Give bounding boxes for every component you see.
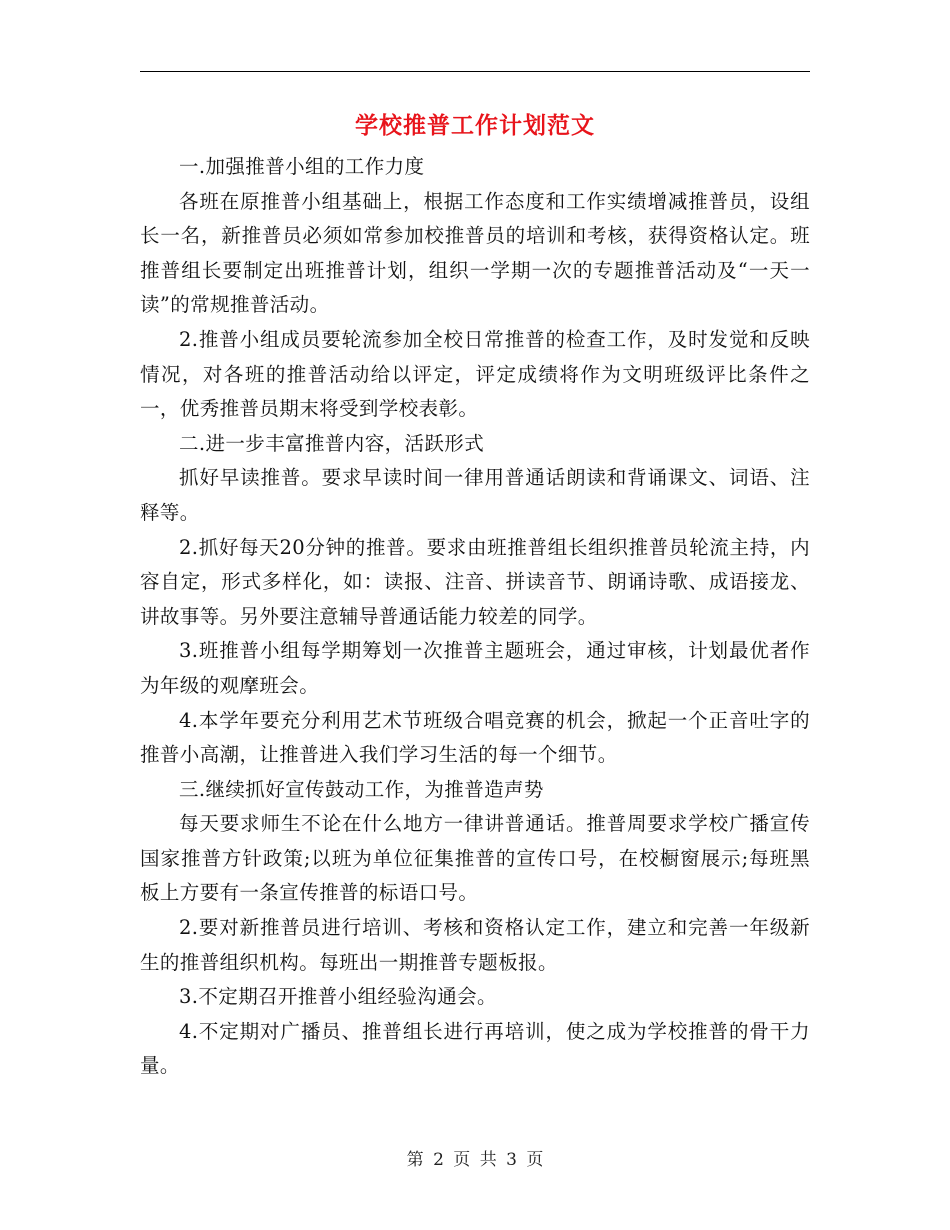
document-body	[140, 150, 810, 1084]
paragraph: 每天要求师生不论在什么地方一律讲普通话。推普周要求学校广播宣传国家推普方针政策;以班为单位征集推普的宣传口号，在校橱窗展示;每班黑板上方要有一条宣传推普的标语口号。	[140, 812, 810, 905]
paragraph: 2.抓好每天20分钟的推普。要求由班推普组长组织推普员轮流主持，内容自定，形式多样化，如：读报、注音、拼读音节、朗诵诗歌、成语接龙、讲故事等。另外要注意辅导普通话能力较差的同学。	[140, 535, 810, 628]
header-rule	[140, 71, 810, 72]
paragraph: 抓好早读推普。要求早读时间一律用普通话朗读和背诵课文、词语、注释等。	[140, 466, 810, 524]
paragraph: 4.本学年要充分利用艺术节班级合唱竞赛的机会，掀起一个正音吐字的推普小高潮，让推普进入我们学习生活的每一个细节。	[140, 708, 810, 767]
section-heading-2: 二.进一步丰富推普内容，活跃形式	[179, 431, 485, 455]
section-heading-3: 三.继续抓好宣传鼓动工作，为推普造声势	[179, 777, 544, 801]
section-heading-1: 一.加强推普小组的工作力度	[179, 155, 425, 178]
paragraph: 2.推普小组成员要轮流参加全校日常推普的检查工作，及时发觉和反映情况，对各班的推普活动给以评定，评定成绩将作为文明班级评比条件之一，优秀推普员期末将受到学校表彰。	[140, 327, 810, 421]
paragraph: 各班在原推普小组基础上，根据工作态度和工作实绩增减推普员，设组长一名，新推普员必须如常参加校推普员的培训和考核，获得资格认定。班推普组长要制定出班推普计划，组织一学期一次的专题推普活动及“一天一读”的常规推普活动。	[140, 189, 810, 317]
page-number-footer: 第 2 页 共 3 页	[406, 1150, 544, 1170]
paragraph: 2.要对新推普员进行培训、考核和资格认定工作，建立和完善一年级新生的推普组织机构。每班出一期推普专题板报。	[140, 916, 810, 974]
document-title: 学校推普工作计划范文	[355, 112, 595, 139]
paragraph: 4.不定期对广播员、推普组长进行再培训，使之成为学校推普的骨干力量。	[140, 1019, 810, 1078]
paragraph: 3.不定期召开推普小组经验沟通会。	[179, 985, 497, 1009]
paragraph: 3.班推普小组每学期筹划一次推普主题班会，通过审核，计划最优者作为年级的观摩班会。	[140, 639, 810, 697]
